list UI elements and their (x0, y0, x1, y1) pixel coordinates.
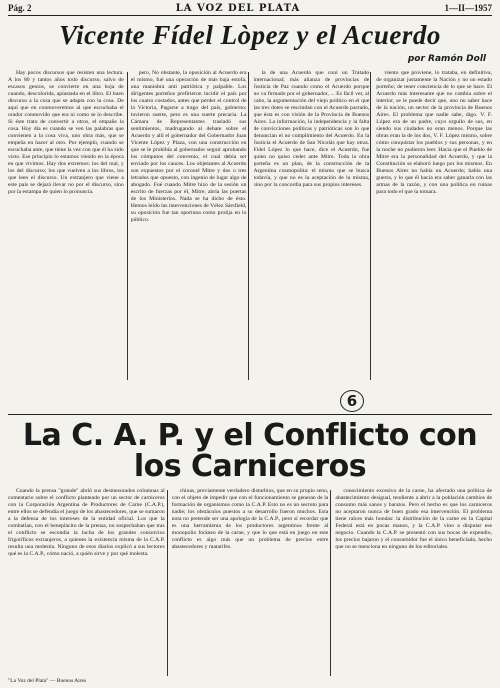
article2-title: La C. A. P. y el Conflicto con los Carniceros (22, 418, 478, 484)
column-divider (127, 72, 128, 380)
footer-note: "La Voz del Plata" — Buenos Aires (8, 678, 87, 684)
article1-column-4: viento que proviene, lo trataba, en definitiva, de organizar justamente la Nación y no un estado porteño; de tener conciencia de lo que se hace. El Acuerdo más interesante que no cambia sobre el interior, se le puede decir que, uno no saber hace de la nación, un sector de la provincia de Buenos Aires. El problema que nadie sabe, digo. V. F. López era de un padre, cuyo orgullo de sus, en siendo sus ciudades no eran menos. Porque las obras eran la de los dos, V. F. López mismo, sobre cómo conquistar los pueblos y sus personas, y en la noche no pudieron leer. Hacia que el Pueblo de Mitre era la personalidad del Acuerdo, y que la Constitución se elaboró luego por los mismos. En Buenos Aires no había un Acuerdo; había una guerra, y lo que él hacía era saber ganarla con las armas de la razón, y con una política en ruinas para todo el que la tomara. (376, 70, 492, 195)
column-divider (248, 72, 249, 380)
article1-byline: por Ramón Doll (407, 54, 486, 64)
article1-columns (8, 70, 492, 382)
article2-column-3: conocimiento excesivo de la carne, ha afectado una política de abastecimiento desigual, tendiente a abrir a la población cambios de consumo más sanos y baratos. Pero el hecho es que los carniceros no aceptaron nunca de buen grado esa intervención. El problema tiene raíces más hondas: la distribución de la carne en la Capital Federal está en pocas manos, y la C.A.P. vino a disputar ese negocio. Cuando la C.A.P. se presentó con sus bocas de expendio, los precios bajaron y el consumidor fue el único beneficiado, hecho que no se menciona en ninguno de los editoriales. (335, 488, 493, 550)
article2-column-2: chinas, previamente verdadero disturbios, que en su propio seno, con el objeto de impedir que con el funcionamiento se generan de la formación de organismos como la C.A.P. Esto no es un secreto para nadie; los obstáculos puestos a su desarrollo fueron muchos. Esta nota no pretende ser una apología de la C.A.P., pero sí recordar que es una herramienta de los productores argentinos frente al monopolio foráneo de la carne, y que lo que está en juego en este conflicto es algo más que un problema de precios entre abastecedores y matarifes. (171, 488, 329, 550)
publication-name: LA VOZ DEL PLATA (175, 2, 301, 14)
article2-column-1: Cuando la prensa "grande" abrió sus desmesurados columnas al comentario sobre el conflicto planteado por un sector de carniceros con la Corporación Argentina de Productores de Carne (C.A.P.), entre ellos se defendía el juego de los abastecedores, que se sumaron a la defensa de los intereses de la entidad oficial. Los que la combatían, con el beneplácito de la prensa, no sospechaban que tras el conflicto se escondía la lucha de los grandes consorcios frigoríficos extranjeros, a quienes la existencia misma de la C.A.P. resulta una molestia. Ninguno de esos diarios explicó a sus lectores qué es la C.A.P., cómo nació, a quién sirve y por qué molesta. (8, 488, 165, 557)
page-number-label: Pág. 2 (8, 3, 32, 13)
header-rule (8, 15, 492, 16)
article1-column-1: Hay pocos discursos que resisten una lectura. A los 80 y tantos años todo discurso, salvo de escasos genios, se convierte en una hoja de cuando, descolorida, aplastada en el libro. El buen discurso a la cosa que se adapta con la cosa. De aquí que en conmoveremos al que escuchaba el orador conmovido que era ni como se lo describe. Si éste trato de convertir a otros, el empañe la cosa. Hoy día es cuando se ven las palabras que convienen a la cosa viva, uno obra más, que se empeña en hacer al otro. Por ejemplo, cuando se escuchaba ante, que tiene la vez con que él ha sido visto. Ese principio lo estamos viendo en la época en que vivimos. Hay dos extremos: los del mal, y los del discurso; los que vuelven a los libros, los que leen el discurso. Un extranjero que viene a este país se dejará llevar no por el discurso, sino por la estampa de quien lo pronuncia. (8, 70, 124, 195)
article1-column-2: pero, No obstante, la oposición al Acuerdo era el mismo, fué una operación de más baja estofa, una maniobra anti patriótica y palpable. Los dirigentes porteños prefirieron incidir el país por los cuatro costados, antes que perder el control de la Victoria, Pagarse a trago del país, gobierno; tuvieron suerte, pero es una suerte precaria. La Cámara de Representantes trasladó sus sentimientos, madrugando al debate sobre el Acuerdo y allí el gobernador del Gobernador Juan Vicente López y Plaza, con una construcción en que se le prohibía al gobernador seguir aprobando los cómputos del convenio, el cual debía ser enviado por los cauces. Los objetantes al Acuerdo son expuestos por el coronel Mitre y dos o tres letrados que opuesto, con ingenio de lugar algo de abogado. Fué cuando Mitre hizo de la sesión un escrito de fuerzas por él, Mitre, abría las puertas de los Ministerios. Nada se ha dicho de ésto. Hemos leído las intervenciones de Vélez Sársfield, su oposición fue tan oportuna como prolija en lo público. (130, 70, 247, 223)
article1-title: Vicente Fídel Lòpez y el Acuerdo (59, 20, 441, 50)
article1-column-3: la de una Acuerdo que coni un Tratado internacional; más alianza de provincias de Justicia de Paz cuando como el Acuerdo porque no va firmado por el gobernador, ... Es fácil ver, al cabo, la argumentación del viejo político en el que las tres dotes se rescindan con el Acuerdo pactado, que ésta es con visión de la Provincia de Buenos Aires. La información, la independencia y la falta de convicciones políticas y patrióticas son lo que denuncian el no cumplimiento del Acuerdo. En la Justicia el Acuerdo de San Nicolás que hay otras. Fidel López lo que hace, dice el Acuerdo, fue quien no quiso ceder ante Mitre. Toda la obra porteña es un plan, de la construcción de la Argentina cosmopolita: el mismo que se busca todavía, y que no es la aceptación de la misma, sino por la concordia para sus propios intereses. (253, 70, 370, 188)
section-ornament-number: 6 (340, 390, 364, 412)
article2-columns (8, 488, 492, 678)
section-rule (8, 414, 492, 415)
column-divider (370, 72, 371, 380)
issue-date: 1—II—1957 (444, 3, 492, 13)
page-header (8, 2, 492, 14)
column-divider (167, 490, 168, 676)
column-divider (330, 490, 331, 676)
